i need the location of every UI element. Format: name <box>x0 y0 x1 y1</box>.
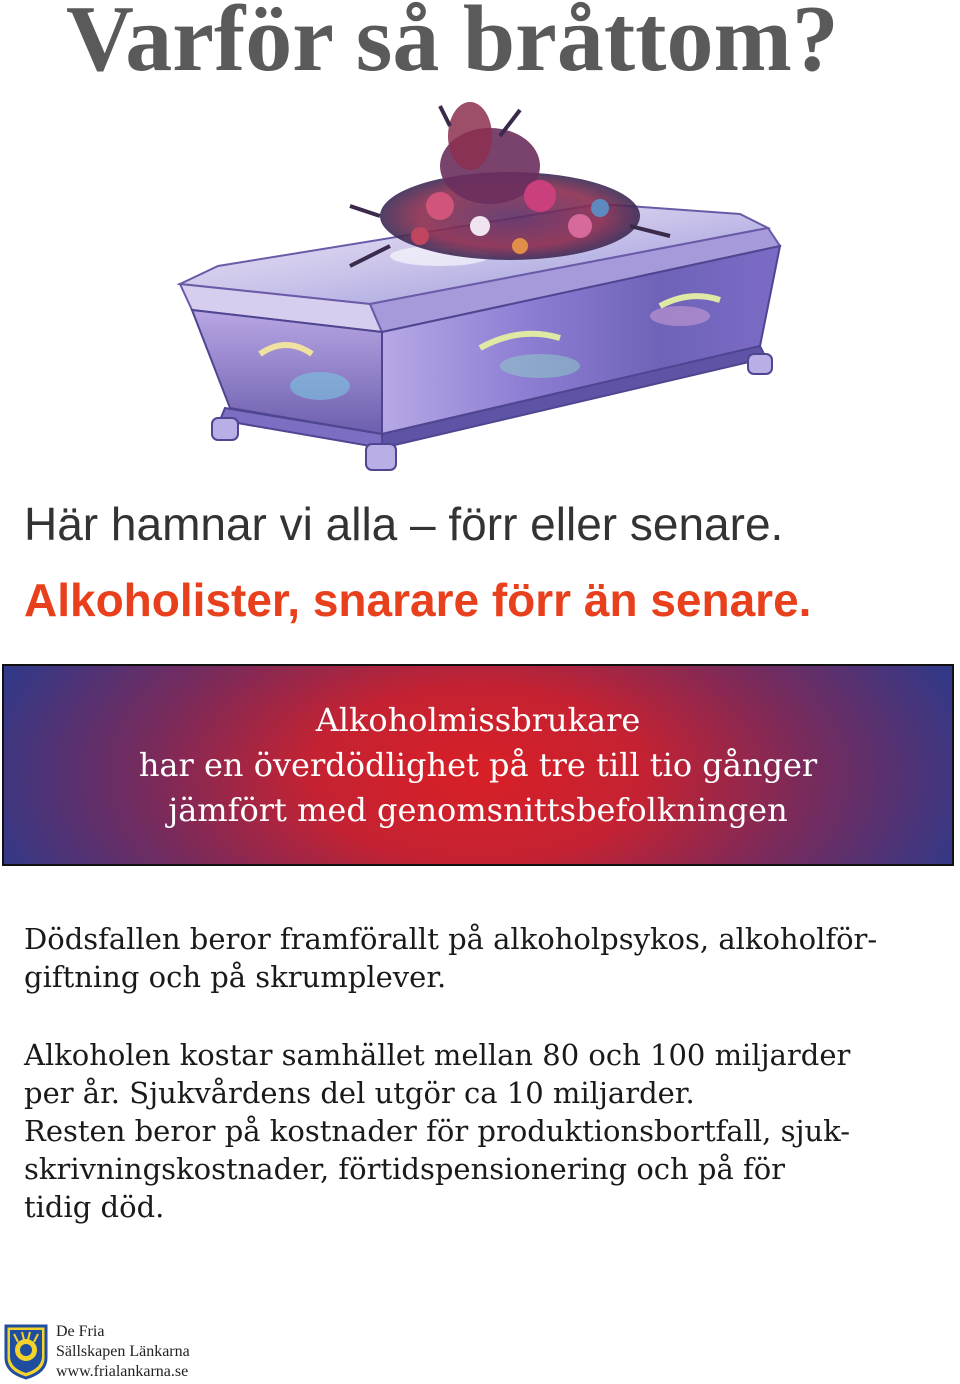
paragraph-line: per år. Sjukvårdens del utgör ca 10 miljarder. <box>24 1076 695 1110</box>
banner-line: har en överdödlighet på tre till tio gånger <box>138 745 818 784</box>
paragraph-line: skrivningskostnader, förtidspensionering och på för <box>24 1152 786 1186</box>
org-name-line2: Sällskapen Länkarna <box>56 1343 190 1360</box>
organization-info <box>56 1322 190 1382</box>
tagline-primary: Här hamnar vi alla – förr eller senare. <box>24 498 784 550</box>
paragraph-line: Dödsfallen beror framförallt på alkoholpsykos, alkoholför- <box>24 922 878 956</box>
paragraph-line: Resten beror på kostnader för produktionsbortfall, sjuk- <box>24 1114 851 1148</box>
banner-line: jämfört med genomsnittsbefolkningen <box>168 790 788 829</box>
costs-paragraph <box>24 1036 944 1226</box>
coffin-illustration <box>120 96 840 476</box>
coffin-icon <box>120 96 840 476</box>
org-name-line1: De Fria <box>56 1323 105 1340</box>
banner-line: Alkoholmissbrukare <box>315 700 641 739</box>
org-website-link[interactable]: www.frialankarna.se <box>56 1363 189 1380</box>
lankarna-emblem-icon <box>2 1322 50 1380</box>
paragraph-line: tidig död. <box>24 1190 165 1224</box>
tagline-secondary: Alkoholister, snarare förr än senare. <box>24 574 812 626</box>
poster-headline: Varför så bråttom? <box>66 0 839 91</box>
mortality-banner <box>2 664 954 866</box>
paragraph-line: giftning och på skrumplever. <box>24 960 447 994</box>
causes-paragraph <box>24 920 944 996</box>
paragraph-line: Alkoholen kostar samhället mellan 80 och 100 miljarder <box>24 1038 851 1072</box>
